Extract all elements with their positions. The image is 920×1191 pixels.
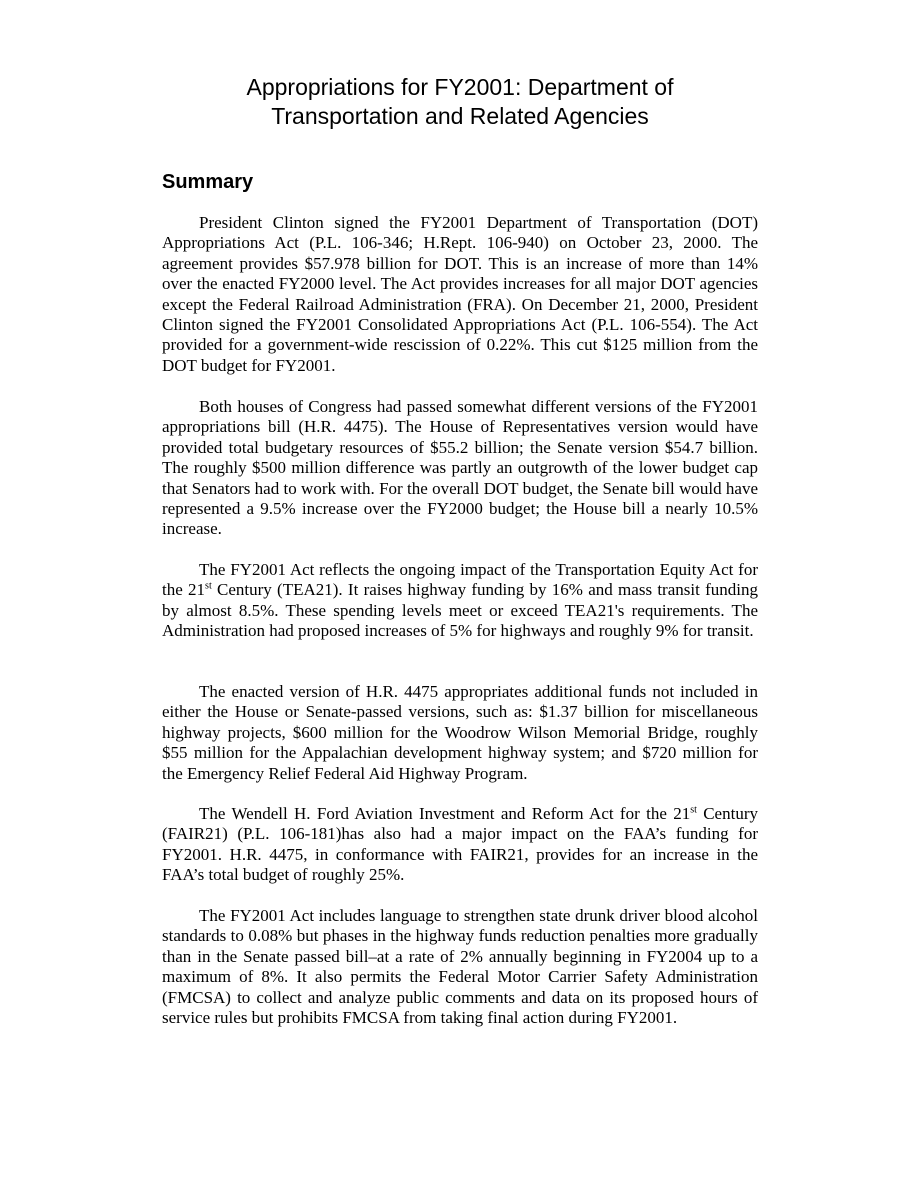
paragraph-2: Both houses of Congress had passed somewhat different versions of the FY2001 appropriations bill (H.R. 4475). The House of Representatives version would have provided total budgetary resources of $55.2 billion; the Senate version $54.7 billion. The roughly $500 million difference was partly an outgrowth of the lower budget cap that Senators had to work with. For the overall DOT budget, the Senate bill would have represented a 9.5% increase over the FY2000 budget; the House bill a nearly 10.5% increase. <box>162 397 758 539</box>
title-line-1: Appropriations for FY2001: Department of <box>246 74 674 100</box>
paragraph-3-text-before: The FY2001 Act reflects the ongoing impact of the Transportation Equity Act for the 21 <box>162 560 758 600</box>
paragraph-5 <box>162 804 758 886</box>
document-title <box>162 73 758 131</box>
title-line-2: Transportation and Related Agencies <box>271 103 649 129</box>
paragraph-1: President Clinton signed the FY2001 Department of Transportation (DOT) Appropriations Act (P.L. 106-346; H.Rept. 106-940) on October 23, 2000. The agreement provides $57.978 billion for DOT. This is an increase of more than 14% over the enacted FY2000 level. The Act provides increases for all major DOT agencies except the Federal Railroad Administration (FRA). On December 21, 2000, President Clinton signed the FY2001 Consolidated Appropriations Act (P.L. 106-554). The Act provided for a government-wide rescission of 0.22%. This cut $125 million from the DOT budget for FY2001. <box>162 213 758 375</box>
paragraph-6: The FY2001 Act includes language to strengthen state drunk driver blood alcohol standards to 0.08% but phases in the highway funds reduction penalties more gradually than in the Senate passed bill–at a rate of 2% annually beginning in FY2004 up to a maximum of 8%. It also permits the Federal Motor Carrier Safety Administration (FMCSA) to collect and analyze public comments and data on its proposed hours of service rules but prohibits FMCSA from taking final action during FY2001. <box>162 906 758 1028</box>
paragraph-5-superscript: st <box>690 804 697 816</box>
paragraph-3-superscript: st <box>205 580 212 592</box>
paragraph-3-text-after: Century (TEA21). It raises highway funding by 16% and mass transit funding by almost 8.5%. These spending levels meet or exceed TEA21's requirements. The Administration had proposed increases of 5% for highways and roughly 9% for transit. <box>162 580 758 641</box>
paragraph-4: The enacted version of H.R. 4475 appropriates additional funds not included in either the House or Senate-passed versions, such as: $1.37 billion for miscellaneous highway projects, $600 million for the Woodrow Wilson Memorial Bridge, roughly $55 million for the Appalachian development highway system; and $720 million for the Emergency Relief Federal Aid Highway Program. <box>162 682 758 783</box>
paragraph-5-text-after: Century (FAIR21) (P.L. 106-181)has also had a major impact on the FAA’s funding for FY2001. H.R. 4475, in conformance with FAIR21, provides for an increase in the FAA’s total budget of roughly 25%. <box>162 804 758 885</box>
section-heading: Summary <box>162 171 254 193</box>
paragraph-5-text-before: The Wendell H. Ford Aviation Investment and Reform Act for the 21 <box>199 804 691 823</box>
paragraph-3 <box>162 560 758 642</box>
